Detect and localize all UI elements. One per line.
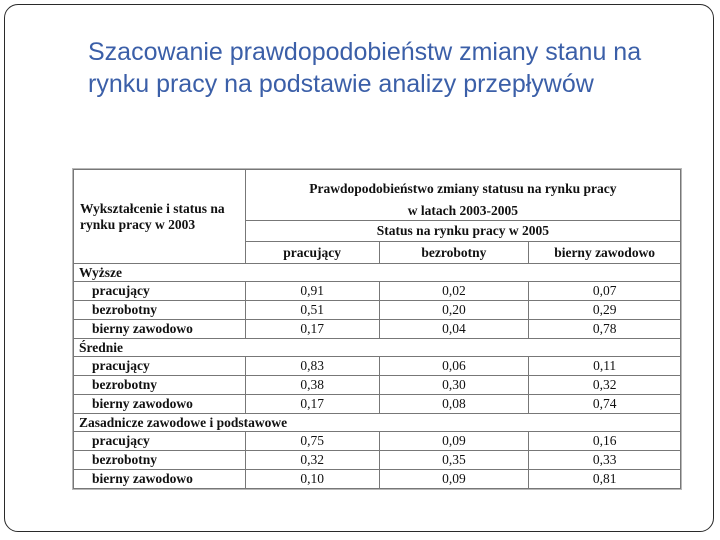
row-label: bierny zawodowo	[74, 320, 246, 339]
table-row	[74, 282, 681, 301]
column-header-employed: pracujący	[245, 242, 379, 264]
column-header-inactive: bierny zawodowo	[529, 242, 681, 264]
table-row	[74, 395, 681, 414]
row-label: bezrobotny	[74, 301, 246, 320]
group-row	[74, 414, 681, 432]
probability-cell: 0,02	[379, 282, 529, 301]
row-label: bierny zawodowo	[74, 395, 246, 414]
probability-cell: 0,08	[379, 395, 529, 414]
probability-cell: 0,32	[529, 376, 681, 395]
table-row	[74, 470, 681, 489]
row-label: bierny zawodowo	[74, 470, 246, 489]
table-sub-header: Status na rynku pracy w 2005	[245, 221, 680, 242]
row-header: Wykształcenie i status na rynku pracy w 2003	[74, 170, 246, 264]
probability-cell: 0,38	[245, 376, 379, 395]
probability-cell: 0,51	[245, 301, 379, 320]
probability-cell: 0,09	[379, 470, 529, 489]
column-header-unemployed: bezrobotny	[379, 242, 529, 264]
row-label: bezrobotny	[74, 376, 246, 395]
probability-cell: 0,16	[529, 432, 681, 451]
table-row	[74, 432, 681, 451]
row-label: pracujący	[74, 282, 246, 301]
table-main-header-line2: w latach 2003-2005	[407, 203, 518, 218]
row-label: pracujący	[74, 432, 246, 451]
probability-cell: 0,74	[529, 395, 681, 414]
probability-cell: 0,07	[529, 282, 681, 301]
probability-cell: 0,11	[529, 357, 681, 376]
group-row	[74, 264, 681, 282]
row-label: pracujący	[74, 357, 246, 376]
probability-cell: 0,10	[245, 470, 379, 489]
data-table	[73, 169, 681, 489]
probability-cell: 0,17	[245, 320, 379, 339]
group-label: Wyższe	[74, 264, 681, 282]
table-main-header	[245, 170, 680, 221]
table-row	[74, 301, 681, 320]
probability-cell: 0,06	[379, 357, 529, 376]
probability-cell: 0,91	[245, 282, 379, 301]
transition-probability-table	[72, 168, 682, 490]
probability-cell: 0,78	[529, 320, 681, 339]
probability-cell: 0,09	[379, 432, 529, 451]
probability-cell: 0,20	[379, 301, 529, 320]
row-label: bezrobotny	[74, 451, 246, 470]
probability-cell: 0,30	[379, 376, 529, 395]
table-main-header-line1: Prawdopodobieństwo zmiany statusu na rynku pracy	[309, 181, 617, 196]
table-row	[74, 320, 681, 339]
group-label: Zasadnicze zawodowe i podstawowe	[74, 414, 681, 432]
probability-cell: 0,04	[379, 320, 529, 339]
probability-cell: 0,32	[245, 451, 379, 470]
table-row	[74, 376, 681, 395]
table-row	[74, 451, 681, 470]
group-label: Średnie	[74, 339, 681, 357]
slide-title: Szacowanie prawdopodobieństw zmiany stanu na rynku pracy na podstawie analizy przepływów	[88, 38, 642, 98]
probability-cell: 0,29	[529, 301, 681, 320]
probability-cell: 0,81	[529, 470, 681, 489]
probability-cell: 0,83	[245, 357, 379, 376]
probability-cell: 0,35	[379, 451, 529, 470]
table-row	[74, 357, 681, 376]
probability-cell: 0,33	[529, 451, 681, 470]
group-row	[74, 339, 681, 357]
probability-cell: 0,17	[245, 395, 379, 414]
probability-cell: 0,75	[245, 432, 379, 451]
